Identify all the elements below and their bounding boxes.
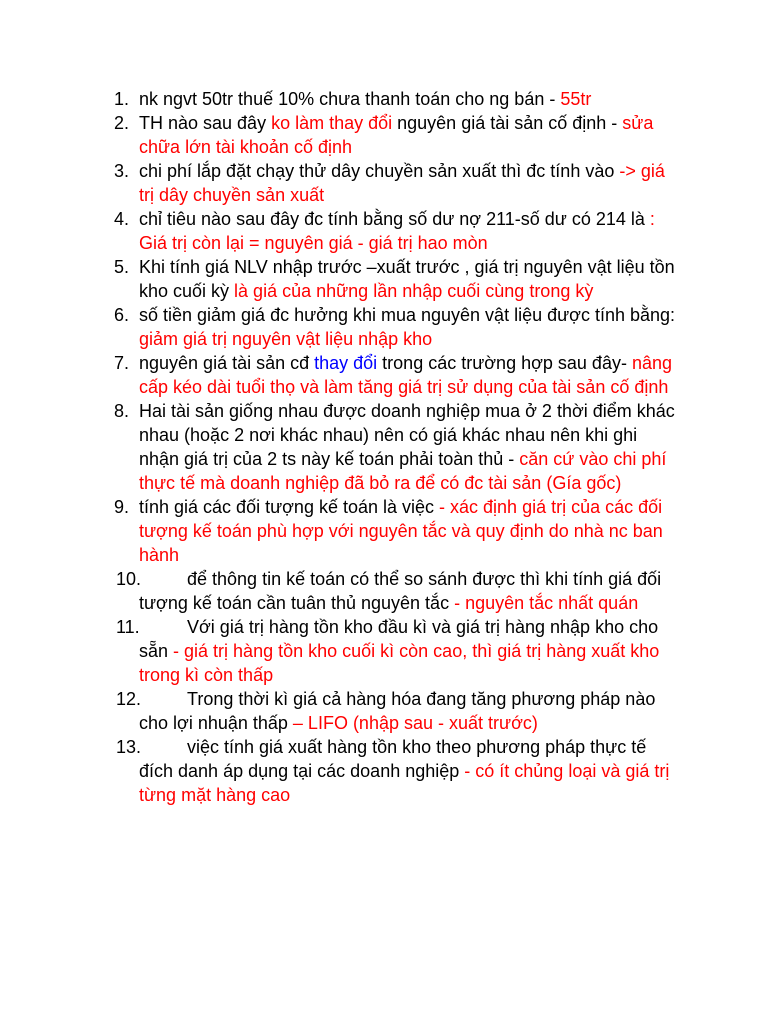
list-item [0, 87, 677, 111]
item-number: 11. [116, 617, 140, 637]
question-text: chỉ tiêu nào sau đây đc tính bằng số dư nợ 211-số dư có 214 là [139, 209, 650, 229]
question-text: Với giá trị hàng tồn kho đầu kì và giá trị hàng nhập kho cho sẵn [139, 617, 659, 661]
question-text: để thông tin kế toán có thể so sánh được thì khi tính giá đối tượng kế toán cần tuân thủ nguyên tắc [139, 569, 662, 613]
answer-text: - xác định giá trị của các đối tượng kế toán phù hợp với nguyên tắc và quy định do nhà nc ban hành [139, 497, 663, 565]
answer-text: là giá của những lần nhập cuối cùng trong kỳ [234, 281, 594, 301]
question-text: nguyên giá tài sản cố định - [392, 113, 623, 133]
question-text: TH nào sau đây [139, 113, 272, 133]
highlight-text: thay đổi [314, 353, 378, 373]
item-number: 5. [114, 257, 130, 277]
list-item [0, 399, 677, 495]
list-item [0, 615, 677, 687]
item-number: 2. [114, 113, 130, 133]
answer-text: - giá trị hàng tồn kho cuối kì còn cao, thì giá trị hàng xuất kho trong kì còn thấp [139, 641, 660, 685]
item-number: 13. [116, 737, 142, 757]
item-number: 8. [114, 401, 130, 421]
item-number: 12. [116, 689, 142, 709]
question-text: việc tính giá xuất hàng tồn kho theo phương pháp thực tế đích danh áp dụng tại các doanh nghiệp [139, 737, 647, 781]
answer-text: sửa chữa lớn tài khoản cố định [139, 113, 654, 157]
answer-text: - nguyên tắc nhất quán [454, 593, 639, 613]
list-item [0, 495, 677, 567]
answer-text: giảm giá trị nguyên vật liệu nhập kho [139, 329, 433, 349]
question-list [0, 87, 768, 807]
item-number: 10. [116, 569, 142, 589]
list-item [0, 351, 677, 399]
question-text: trong các trường hợp sau đây- [377, 353, 632, 373]
answer-text: 55tr [560, 89, 592, 109]
list-item [0, 735, 677, 807]
answer-text: nâng cấp kéo dài tuổi thọ và làm tăng giá trị sử dụng của tài sản cố định [139, 353, 672, 397]
item-number: 7. [114, 353, 130, 373]
answer-text: – LIFO (nhập sau - xuất trước) [292, 713, 538, 733]
list-item [0, 159, 677, 207]
list-item [0, 207, 677, 255]
question-text: tính giá các đối tượng kế toán là việc [139, 497, 440, 517]
answer-text: -> giá trị dây chuyền sản xuất [139, 161, 665, 205]
answer-text: - có ít chủng loại và giá trị từng mặt hàng cao [139, 761, 670, 805]
question-text: nguyên giá tài sản cđ [139, 353, 315, 373]
question-text: Khi tính giá NLV nhập trước –xuất trước , giá trị nguyên vật liệu tồn kho cuối kỳ [139, 257, 675, 301]
list-item [0, 303, 677, 351]
highlight-text: ko làm thay đổi [271, 113, 393, 133]
list-item [0, 255, 677, 303]
question-text: Hai tài sản giống nhau được doanh nghiệp mua ở 2 thời điểm khác nhau (hoặc 2 nơi khác nhau) nên có giá khác nhau nên khi ghi nhận giá trị của 2 ts này kế toán phải toàn thủ - [139, 401, 675, 469]
question-text: Trong thời kì giá cả hàng hóa đang tăng phương pháp nào cho lợi nhuận thấp [139, 689, 656, 733]
item-number: 6. [114, 305, 130, 325]
answer-text: : Giá trị còn lại = nguyên giá - giá trị hao mòn [139, 209, 655, 253]
list-item [0, 111, 677, 159]
item-number: 9. [114, 497, 130, 517]
item-number: 1. [114, 89, 130, 109]
answer-text: căn cứ vào chi phí thực tế mà doanh nghiệp đã bỏ ra để có đc tài sản (Gía gốc) [139, 449, 667, 493]
list-item [0, 567, 677, 615]
question-text: chi phí lắp đặt chạy thử dây chuyền sản xuất thì đc tính vào [139, 161, 620, 181]
item-number: 4. [114, 209, 130, 229]
question-text: số tiền giảm giá đc hưởng khi mua nguyên vật liệu được tính bằng: [139, 305, 676, 325]
list-item [0, 687, 677, 735]
question-text: nk ngvt 50tr thuế 10% chưa thanh toán cho ng bán - [139, 89, 561, 109]
item-number: 3. [114, 161, 130, 181]
